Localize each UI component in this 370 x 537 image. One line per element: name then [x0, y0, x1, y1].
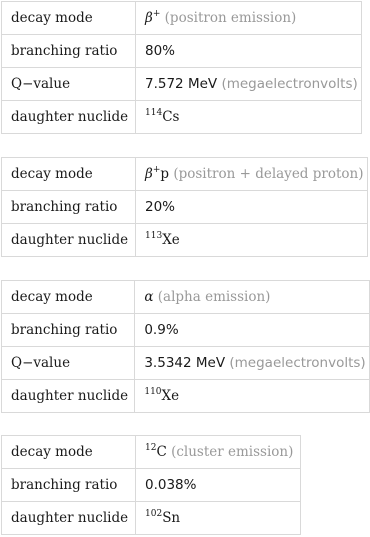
branching-ratio-label: branching ratio — [2, 191, 136, 224]
branching-ratio-label: branching ratio — [2, 469, 136, 502]
decay-mode-label: decay mode — [2, 158, 136, 191]
q-value-number: 7.572 — [145, 76, 184, 92]
daughter-nuclide-value — [136, 502, 301, 535]
branching-ratio-row — [2, 469, 301, 502]
decay-mode-value — [136, 158, 368, 191]
branching-ratio-value: 0.9% — [135, 314, 370, 347]
daughter-nuclide-row — [2, 224, 368, 257]
q-value-description: (megaelectronvolts) — [229, 355, 366, 371]
daughter-mass-number: 114 — [145, 107, 163, 118]
q-value-label: Q−value — [2, 68, 136, 101]
daughter-nuclide-label: daughter nuclide — [2, 380, 135, 413]
q-value-unit: MeV — [187, 76, 218, 92]
branching-ratio-value: 80% — [136, 35, 362, 68]
decay-mode-row — [2, 436, 301, 469]
decay-mode-value — [136, 2, 362, 35]
daughter-nuclide-value — [135, 380, 370, 413]
decay-mode-label: decay mode — [2, 2, 136, 35]
decay-mode-label: decay mode — [2, 436, 136, 469]
branching-ratio-label: branching ratio — [2, 314, 135, 347]
decay-mode-symbol: β — [145, 10, 153, 26]
daughter-element-symbol: Sn — [162, 510, 181, 526]
q-value-description: (megaelectronvolts) — [221, 76, 358, 92]
decay-mode-label: decay mode — [2, 281, 135, 314]
decay-mode-extra: p — [160, 166, 170, 182]
decay-mode-symbol-sup: + — [152, 8, 161, 19]
q-value-row — [2, 347, 370, 380]
decay-mode-description: (cluster emission) — [171, 444, 294, 460]
branching-ratio-value: 0.038% — [136, 469, 301, 502]
branching-ratio-row — [2, 314, 370, 347]
decay-mode-symbol-sup: + — [152, 164, 161, 175]
decay-mode-row — [2, 158, 368, 191]
decay-mode-symbol: α — [144, 289, 154, 305]
decay-mode-symbol: C — [156, 444, 167, 460]
daughter-element-symbol: Cs — [162, 109, 180, 125]
daughter-nuclide-value — [136, 224, 368, 257]
q-value-row — [2, 68, 362, 101]
daughter-nuclide-row — [2, 502, 301, 535]
decay-mode-table-1 — [1, 1, 362, 134]
daughter-element-symbol: Xe — [161, 388, 180, 404]
q-value-unit: MeV — [195, 355, 226, 371]
daughter-nuclide-label: daughter nuclide — [2, 502, 136, 535]
q-value-number: 3.5342 — [144, 355, 192, 371]
daughter-mass-number: 113 — [145, 230, 163, 241]
daughter-nuclide-label: daughter nuclide — [2, 224, 136, 257]
decay-mode-row — [2, 2, 362, 35]
decay-mode-table-3 — [1, 280, 370, 413]
decay-mode-value — [136, 436, 301, 469]
branching-ratio-row — [2, 191, 368, 224]
decay-mode-description: (alpha emission) — [157, 289, 271, 305]
daughter-nuclide-row — [2, 380, 370, 413]
decay-mode-description: (positron emission) — [164, 10, 297, 26]
daughter-element-symbol: Xe — [162, 232, 180, 248]
daughter-nuclide-value — [136, 101, 362, 134]
decay-mode-table-2 — [1, 157, 368, 257]
branching-ratio-value: 20% — [136, 191, 368, 224]
decay-mode-description: (positron + delayed proton) — [173, 166, 364, 182]
q-value-value — [136, 68, 362, 101]
daughter-nuclide-row — [2, 101, 362, 134]
daughter-nuclide-label: daughter nuclide — [2, 101, 136, 134]
daughter-mass-number: 102 — [145, 508, 163, 519]
decay-mode-row — [2, 281, 370, 314]
q-value-label: Q−value — [2, 347, 135, 380]
branching-ratio-row — [2, 35, 362, 68]
daughter-mass-number: 110 — [144, 386, 162, 397]
q-value-value — [135, 347, 370, 380]
decay-mode-symbol: β — [145, 166, 153, 182]
decay-mode-mass-number: 12 — [145, 442, 157, 453]
branching-ratio-label: branching ratio — [2, 35, 136, 68]
decay-mode-value — [135, 281, 370, 314]
decay-mode-table-4 — [1, 435, 301, 535]
